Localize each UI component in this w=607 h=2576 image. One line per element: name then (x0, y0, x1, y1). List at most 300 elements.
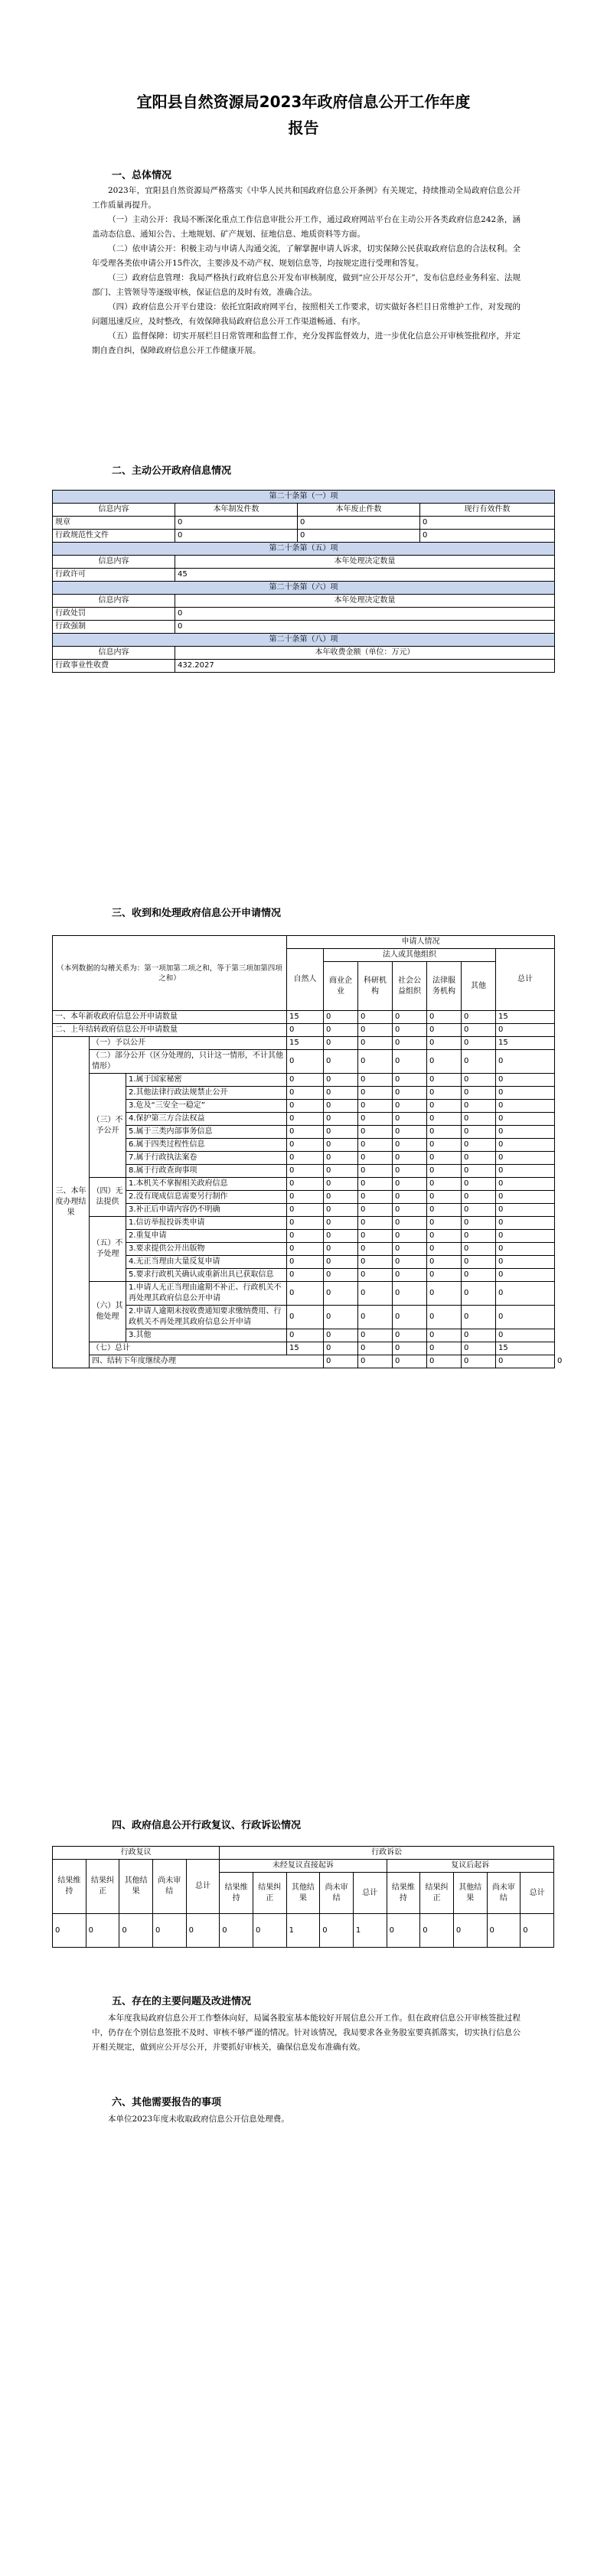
cell-value: 0 (427, 1230, 462, 1243)
cell-value: 0 (393, 1113, 427, 1126)
table-row (53, 1256, 555, 1269)
column-header: 尚未审结 (320, 1873, 354, 1914)
column-header: 其他结果 (286, 1873, 320, 1914)
cell-value: 0 (324, 1282, 358, 1306)
cell-value: 0 (496, 1269, 555, 1282)
overview-paragraph: （五）监督保障：切实开展栏目日常管理和监督工作，充分发挥监督效力，进一步优化信息公开审核签批程序，并定期自查自纠，保障政府信息公开工作健康开展。 (92, 331, 521, 355)
row-label: 3.补正后申请内容仍不明确 (126, 1204, 287, 1217)
problems-paragraph: 本年度我局政府信息公开工作整体向好，局属各股室基本能较好开展信息公开工作。但在政府信息公开审核签批过程中，仍存在个别信息签批不及时、审核不够严谨的情况。针对该情况，我局要求各业务股室要真抓落实，切实执行信息公开相关规定，做到应公开尽公开，并要抓好审核关，确保信息发布准确有效。 (92, 2014, 521, 2052)
cell-value: 0 (393, 1269, 427, 1282)
cell-value: 0 (175, 621, 555, 634)
cell-value: 0 (420, 1914, 454, 1948)
row-label: 5.属于三类内部事务信息 (126, 1126, 287, 1139)
column-header: 信息内容 (53, 647, 175, 660)
cell-value: 0 (358, 1050, 393, 1074)
column-header: 信息内容 (53, 556, 175, 569)
other-paragraph: 本单位2023年度未收取政府信息公开信息处理费。 (108, 2115, 289, 2124)
section-heading-applications: 三、收到和处理政府信息公开申请情况 (112, 908, 282, 919)
cell-value: 0 (427, 1074, 462, 1087)
cell-value: 0 (253, 1914, 286, 1948)
cell-value: 0 (462, 1087, 496, 1100)
cell-value: 0 (496, 1126, 555, 1139)
cell-value: 0 (298, 517, 420, 530)
cell-value: 0 (496, 1100, 555, 1113)
cell-value: 15 (496, 1037, 555, 1050)
cell-value: 0 (53, 1914, 86, 1948)
cell-value: 0 (358, 1165, 393, 1178)
cell-value: 0 (427, 1087, 462, 1100)
cell-value: 432.2027 (175, 660, 555, 673)
report-title-line2: 报告 (288, 119, 319, 137)
cell-value: 0 (420, 530, 555, 543)
row-label: 3.危及“三安全一稳定” (126, 1100, 287, 1113)
cell-value: 0 (427, 1139, 462, 1152)
column-header: 总计 (353, 1873, 387, 1914)
column-header: 其他 (462, 962, 496, 1011)
cell-value: 0 (358, 1269, 393, 1282)
cell-value: 0 (324, 1230, 358, 1243)
proactive-disclosure-table (52, 490, 555, 673)
cell-value: 0 (393, 1024, 427, 1037)
cell-value: 0 (462, 1126, 496, 1139)
row-label: 1.本机关不掌握相关政府信息 (126, 1178, 287, 1191)
cell-value: 0 (324, 1087, 358, 1100)
cell-value: 0 (175, 608, 555, 621)
cell-value: 0 (287, 1329, 324, 1342)
cell-value: 0 (324, 1178, 358, 1191)
table-section-header: 第二十条第（八）项 (53, 634, 555, 647)
cell-value: 0 (287, 1024, 324, 1037)
table-row (53, 1139, 555, 1152)
cell-value: 0 (427, 1342, 462, 1355)
column-header: 信息内容 (53, 595, 175, 608)
cell-value: 0 (462, 1074, 496, 1087)
cell-value: 0 (496, 1178, 555, 1191)
column-header: 尚未审结 (487, 1873, 521, 1914)
cell-value: 0 (324, 1152, 358, 1165)
cell-value: 0 (358, 1152, 393, 1165)
row-label: 3.要求提供公开出版物 (126, 1243, 287, 1256)
cell-value: 0 (462, 1139, 496, 1152)
cell-value: 0 (287, 1152, 324, 1165)
section-heading-proactive: 二、主动公开政府信息情况 (112, 465, 232, 477)
column-group-header: 申请人情况 (287, 936, 555, 949)
cell-value: 0 (496, 1050, 555, 1074)
overview-paragraph: （四）政府信息公开平台建设：依托宜阳政府网平台，按照相关工作要求，切实做好各栏目日常维护工作，对发现的问题迅速反应，及时整改，有效保障我局政府信息公开工作渠道畅通、有序。 (92, 302, 521, 326)
row-label: 1.信访举报投诉类申请 (126, 1217, 287, 1230)
cell-value: 0 (324, 1306, 358, 1329)
cell-value: 0 (186, 1914, 220, 1948)
cell-value: 0 (462, 1282, 496, 1306)
cell-value: 1 (353, 1914, 387, 1948)
section-heading-overview: 一、总体情况 (112, 170, 172, 181)
table-row (53, 530, 555, 543)
overview-paragraph: 2023年，宜阳县自然资源局严格落实《中华人民共和国政府信息公开条例》有关规定，持续推动全局政府信息公开工作质量再提升。 (92, 186, 521, 210)
cell-value: 0 (462, 1152, 496, 1165)
cell-value: 0 (427, 1126, 462, 1139)
cell-value: 0 (393, 1355, 427, 1368)
column-group-header: 法人或其他组织 (324, 949, 496, 962)
cell-value: 0 (462, 1243, 496, 1256)
column-header: 本年收费金额（单位：万元） (175, 647, 555, 660)
cell-value: 0 (287, 1282, 324, 1306)
column-header: 现行有效件数 (420, 504, 555, 517)
cell-value: 0 (287, 1256, 324, 1269)
row-label: 8.属于行政查询事项 (126, 1165, 287, 1178)
cell-value: 15 (496, 1011, 555, 1024)
applications-table (52, 935, 563, 1368)
column-header: 总计 (186, 1860, 220, 1914)
cell-value: 0 (358, 1204, 393, 1217)
cell-value: 15 (287, 1342, 324, 1355)
row-label: （一）予以公开 (90, 1037, 287, 1050)
cell-value: 0 (287, 1165, 324, 1178)
column-header: 自然人 (287, 949, 324, 1011)
column-header: 本年处理决定数量 (175, 595, 555, 608)
cell-value: 0 (358, 1191, 393, 1204)
row-label: 1.申请人无正当理由逾期不补正、行政机关不再处理其政府信息公开申请 (126, 1282, 287, 1306)
cell-value: 0 (521, 1914, 554, 1948)
cell-value: 0 (427, 1152, 462, 1165)
column-header: 结果维持 (220, 1873, 253, 1914)
cell-value: 0 (462, 1217, 496, 1230)
cell-value: 0 (324, 1113, 358, 1126)
cell-value: 15 (287, 1037, 324, 1050)
cell-value: 0 (393, 1282, 427, 1306)
table-section-header: 第二十条第（六）项 (53, 582, 555, 595)
cell-value: 0 (393, 1256, 427, 1269)
cell-value: 0 (324, 1100, 358, 1113)
cell-value: 0 (496, 1329, 555, 1342)
row-label: （二）部分公开（区分处理的，只计这一情形，不计其他情形） (90, 1050, 287, 1074)
cell-value: 0 (324, 1355, 358, 1368)
cell-value: 0 (462, 1050, 496, 1074)
cell-value: 0 (462, 1355, 496, 1368)
cell-value: 0 (496, 1230, 555, 1243)
cell-value: 0 (462, 1269, 496, 1282)
cell-value: 0 (462, 1256, 496, 1269)
cell-value: 0 (287, 1050, 324, 1074)
column-header: 结果纠正 (86, 1860, 119, 1914)
column-group-header: 行政复议 (53, 1847, 220, 1860)
column-header: 其他结果 (453, 1873, 487, 1914)
column-header: 本年制发件数 (175, 504, 298, 517)
cell-value: 0 (393, 1306, 427, 1329)
cell-value: 0 (427, 1165, 462, 1178)
cell-value: 0 (496, 1139, 555, 1152)
row-label: 6.属于四类过程性信息 (126, 1139, 287, 1152)
cell-value: 0 (496, 1282, 555, 1306)
cell-value: 0 (393, 1152, 427, 1165)
cell-value: 0 (496, 1217, 555, 1230)
section-heading-other: 六、其他需要报告的事项 (112, 2097, 222, 2108)
cell-value: 0 (393, 1204, 427, 1217)
row-label: 3.其他 (126, 1329, 287, 1342)
cell-value: 0 (462, 1037, 496, 1050)
cell-value: 0 (462, 1230, 496, 1243)
cell-value: 0 (427, 1282, 462, 1306)
cell-value: 0 (324, 1165, 358, 1178)
table-row (53, 1204, 555, 1217)
cell-value: 0 (393, 1139, 427, 1152)
table-row (53, 517, 555, 530)
cell-value: 0 (462, 1100, 496, 1113)
table-row (53, 660, 555, 673)
cell-value: 0 (427, 1024, 462, 1037)
cell-value: 0 (324, 1024, 358, 1037)
row-label: 行政事业性收费 (53, 660, 175, 673)
cell-value: 0 (462, 1165, 496, 1178)
cell-value: 0 (427, 1256, 462, 1269)
cell-value: 0 (358, 1087, 393, 1100)
cell-value: 0 (86, 1914, 119, 1948)
section-heading-review-litigation: 四、政府信息公开行政复议、行政诉讼情况 (112, 1820, 302, 1831)
cell-value: 0 (496, 1152, 555, 1165)
column-header: 信息内容 (53, 504, 175, 517)
cell-value: 0 (324, 1037, 358, 1050)
cell-value: 0 (462, 1329, 496, 1342)
cell-value: 0 (462, 1113, 496, 1126)
cell-value: 0 (324, 1269, 358, 1282)
table-row (53, 1306, 555, 1329)
cell-value: 0 (427, 1306, 462, 1329)
cell-value: 0 (393, 1100, 427, 1113)
column-header: 结果维持 (387, 1873, 420, 1914)
column-header: 结果纠正 (420, 1873, 454, 1914)
cell-value: 0 (462, 1024, 496, 1037)
cell-value: 0 (393, 1230, 427, 1243)
table-row (53, 1087, 555, 1100)
cell-value: 0 (420, 517, 555, 530)
cell-value: 0 (358, 1217, 393, 1230)
cell-value: 0 (287, 1087, 324, 1100)
cell-value: 0 (358, 1230, 393, 1243)
row-label: 2.其他法律行政法规禁止公开 (126, 1087, 287, 1100)
cell-value: 0 (358, 1011, 393, 1024)
cell-value: 0 (427, 1011, 462, 1024)
row-group-label: 三、本年度办理结果 (53, 1037, 90, 1368)
cell-value: 0 (496, 1256, 555, 1269)
cell-value: 0 (393, 1217, 427, 1230)
report-title-line1: 宜阳县自然资源局2023年政府信息公开工作年度 (136, 93, 471, 111)
table-corner-note: （本列数据的勾稽关系为：第一项加第二项之和，等于第三项加第四项之和） (53, 936, 287, 1011)
cell-value: 0 (324, 1217, 358, 1230)
cell-value: 0 (324, 1329, 358, 1342)
table-row (53, 1100, 555, 1113)
cell-value: 0 (427, 1037, 462, 1050)
column-group-header: 复议后起诉 (387, 1860, 553, 1873)
column-header: 总计 (521, 1873, 554, 1914)
cell-value: 0 (358, 1126, 393, 1139)
cell-value: 0 (287, 1074, 324, 1087)
table-row (53, 1914, 554, 1948)
cell-value: 0 (287, 1217, 324, 1230)
cell-value: 0 (287, 1113, 324, 1126)
cell-value: 0 (358, 1178, 393, 1191)
cell-value: 0 (358, 1037, 393, 1050)
column-header: 总计 (496, 949, 555, 1011)
column-header: 科研机构 (358, 962, 393, 1011)
cell-value: 15 (496, 1342, 555, 1355)
table-row (53, 1011, 555, 1024)
cell-value: 0 (358, 1256, 393, 1269)
cell-value: 0 (287, 1191, 324, 1204)
column-header: 结果纠正 (253, 1873, 286, 1914)
overview-text (92, 184, 521, 358)
cell-value: 0 (496, 1113, 555, 1126)
column-header: 本年处理决定数量 (175, 556, 555, 569)
cell-value: 0 (358, 1282, 393, 1306)
table-row (53, 1329, 555, 1342)
table-row (53, 1342, 555, 1355)
cell-value: 0 (393, 1126, 427, 1139)
cell-value: 0 (358, 1329, 393, 1342)
cell-value: 0 (393, 1087, 427, 1100)
table-row (53, 621, 555, 634)
cell-value: 0 (287, 1139, 324, 1152)
cell-value: 0 (287, 1204, 324, 1217)
table-row: 四、结转下年度继续办理 0 0 0 0 0 0 0 (53, 1355, 555, 1368)
cell-value: 0 (358, 1243, 393, 1256)
column-group-header: 行政诉讼 (220, 1847, 554, 1860)
table-row (53, 1074, 555, 1087)
cell-value: 0 (358, 1024, 393, 1037)
table-row (53, 1024, 555, 1037)
table-row (53, 1178, 555, 1191)
cell-value: 0 (358, 1139, 393, 1152)
cell-value: 0 (287, 1243, 324, 1256)
cell-value: 0 (393, 1165, 427, 1178)
cell-value: 0 (427, 1269, 462, 1282)
cell-value: 0 (462, 1011, 496, 1024)
row-label: 1.属于国家秘密 (126, 1074, 287, 1087)
column-header: 法律服务机构 (427, 962, 462, 1011)
cell-value: 0 (298, 530, 420, 543)
cell-value: 0 (358, 1342, 393, 1355)
cell-value: 0 (393, 1342, 427, 1355)
table-row (53, 1113, 555, 1126)
cell-value: 0 (427, 1191, 462, 1204)
cell-value: 0 (462, 1306, 496, 1329)
row-group-label: （五）不予处理 (90, 1217, 126, 1282)
cell-value: 0 (324, 1342, 358, 1355)
cell-value: 0 (287, 1269, 324, 1282)
row-label: 行政强制 (53, 621, 175, 634)
cell-value: 0 (427, 1100, 462, 1113)
cell-value: 0 (358, 1100, 393, 1113)
row-label: 规章 (53, 517, 175, 530)
column-header: 本年废止件数 (298, 504, 420, 517)
cell-value: 0 (287, 1230, 324, 1243)
cell-value: 0 (324, 1139, 358, 1152)
cell-value: 0 (427, 1355, 462, 1368)
table-row (53, 1126, 555, 1139)
table-row (53, 1191, 555, 1204)
row-label: 2.没有现成信息需要另行制作 (126, 1191, 287, 1204)
table-row (53, 608, 555, 621)
table-row (53, 1230, 555, 1243)
table-row (53, 1165, 555, 1178)
cell-value: 0 (462, 1191, 496, 1204)
cell-value: 0 (427, 1217, 462, 1230)
table-row (53, 1243, 555, 1256)
cell-value: 0 (393, 1050, 427, 1074)
cell-value: 0 (427, 1204, 462, 1217)
cell-value: 0 (324, 1191, 358, 1204)
row-label: 2.重复申请 (126, 1230, 287, 1243)
cell-value: 0 (462, 1342, 496, 1355)
table-row (53, 1050, 555, 1074)
cell-value: 0 (324, 1011, 358, 1024)
row-group-label: （六）其他处理 (90, 1282, 126, 1342)
cell-value: 0 (496, 1074, 555, 1087)
cell-value: 0 (287, 1100, 324, 1113)
overview-paragraph: （三）政府信息管理：我局严格执行政府信息公开发布审核制度，做到“应公开尽公开”，发布信息经业务科室、法规部门、主管领导等逐级审核，保证信息的及时有效，准确合法。 (92, 273, 521, 297)
cell-value: 0 (393, 1191, 427, 1204)
table-row (53, 1282, 555, 1306)
cell-value: 0 (427, 1050, 462, 1074)
cell-value: 0 (462, 1178, 496, 1191)
cell-value: 0 (152, 1914, 186, 1948)
table-row (53, 569, 555, 582)
cell-value: 0 (496, 1306, 555, 1329)
cell-value: 0 (358, 1355, 393, 1368)
row-label: 一、本年新收政府信息公开申请数量 (53, 1011, 287, 1024)
cell-value: 0 (462, 1204, 496, 1217)
cell-value: 0 (496, 1191, 555, 1204)
column-header: 结果维持 (53, 1860, 86, 1914)
cell-value: 0 (393, 1329, 427, 1342)
row-label: 行政处罚 (53, 608, 175, 621)
section-heading-problems: 五、存在的主要问题及改进情况 (112, 1996, 252, 2007)
row-group-label: （四）无法提供 (90, 1178, 126, 1217)
cell-value: 0 (427, 1113, 462, 1126)
cell-value: 0 (496, 1355, 555, 1368)
cell-value: 0 (496, 1024, 555, 1037)
cell-value: 0 (427, 1243, 462, 1256)
row-label: 二、上年结转政府信息公开申请数量 (53, 1024, 287, 1037)
cell-value: 0 (393, 1037, 427, 1050)
row-label: 四、结转下年度继续办理 (90, 1355, 324, 1368)
overview-paragraph: （二）依申请公开：积极主动与申请人沟通交流，了解掌握申请人诉求，切实保障公民获取政府信息的合法权利。全年受理各类依申请公开15件次，主要涉及不动产权、规划信息等，均按规定进行受理和答复。 (92, 244, 521, 268)
cell-value: 0 (175, 517, 298, 530)
row-label: 4.保护第三方合法权益 (126, 1113, 287, 1126)
cell-value: 0 (287, 1126, 324, 1139)
cell-value: 0 (496, 1204, 555, 1217)
cell-value: 0 (320, 1914, 354, 1948)
overview-paragraph: （一）主动公开：我局不断深化重点工作信息审批公开工作，通过政府网站平台在主动公开各类政府信息242条，涵盖动态信息、通知公告、土地规划、矿产规划、征地信息、地质资料等方面。 (92, 215, 521, 239)
cell-value: 0 (287, 1178, 324, 1191)
cell-value: 0 (358, 1306, 393, 1329)
cell-value: 0 (496, 1165, 555, 1178)
cell-value: 0 (427, 1178, 462, 1191)
row-label: （七）总计 (90, 1342, 287, 1355)
cell-value: 0 (496, 1087, 555, 1100)
review-litigation-table (52, 1846, 554, 1948)
column-header: 尚未审结 (152, 1860, 186, 1914)
column-header: 社会公益组织 (393, 962, 427, 1011)
cell-value: 0 (119, 1914, 153, 1948)
row-group-label: （三）不予公开 (90, 1074, 126, 1178)
table-row (53, 1037, 555, 1050)
cell-value: 0 (453, 1914, 487, 1948)
row-label: 5.要求行政机关确认或重新出具已获取信息 (126, 1269, 287, 1282)
column-header: 其他结果 (119, 1860, 153, 1914)
row-label: 4.无正当理由大量反复申请 (126, 1256, 287, 1269)
table-row (53, 1269, 555, 1282)
cell-value: 0 (393, 1243, 427, 1256)
cell-value: 0 (427, 1329, 462, 1342)
